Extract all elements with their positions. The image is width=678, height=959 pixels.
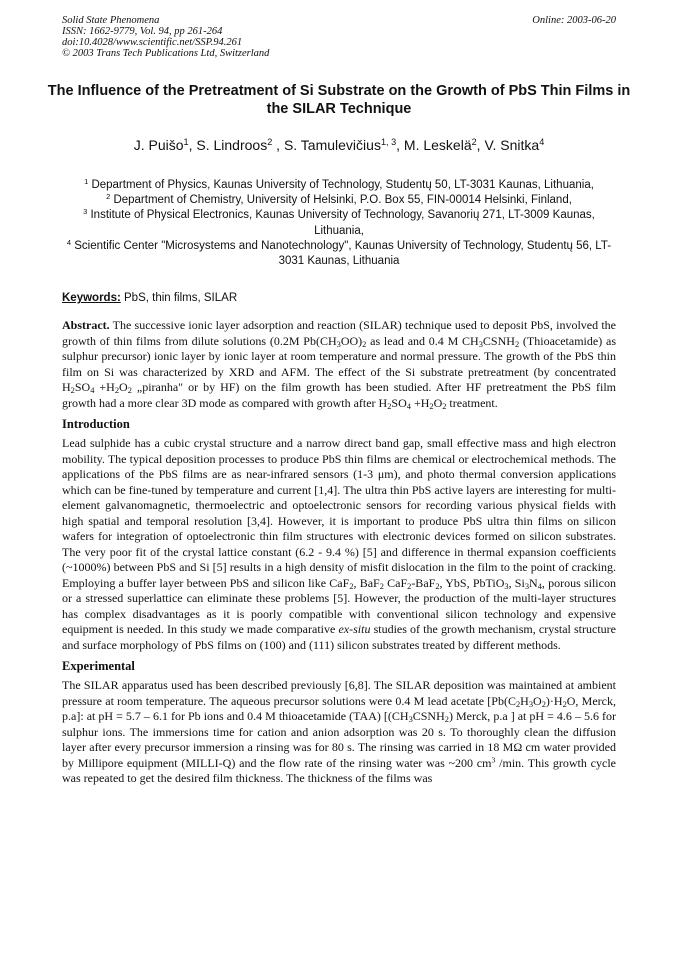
abstract-text: as lead and 0.4 M CH: [366, 333, 479, 348]
subscript: 2: [429, 401, 434, 411]
affiliation: [62, 239, 616, 269]
experimental-text: CSNH: [412, 709, 445, 723]
experimental-text: /min. This growth cycle was repeated to get the desired film thickness. The thickness of the films was: [62, 755, 616, 785]
author-name: S. Lindroos: [196, 137, 268, 153]
abstract-text: OO): [340, 333, 363, 348]
author-name: V. Snitka: [484, 137, 540, 153]
affiliation-number: 2: [106, 192, 111, 202]
author-name: J. Puišo: [133, 137, 184, 153]
introduction-text: -BaF: [411, 575, 436, 590]
subscript: 3: [478, 339, 483, 349]
author-name: S. Tamulevičius: [283, 137, 381, 153]
keywords-label: Keywords:: [62, 292, 121, 304]
affiliation-number: 3: [83, 207, 88, 217]
abstract-text: SO: [391, 395, 407, 410]
introduction-text: studies of the growth mechanism, crystal structure and surface morphology of PbS films on (100) and (111) silicon substrates treated by different methods.: [62, 622, 616, 652]
subscript: 4: [406, 401, 411, 411]
abstract-text: CSNH: [482, 333, 515, 348]
introduction-text: N: [529, 575, 538, 590]
abstract-text: +H: [410, 395, 430, 410]
journal-name: Solid State Phenomena: [62, 15, 160, 26]
subscript: 3: [504, 581, 509, 591]
affiliation: [62, 208, 616, 238]
abstract-text: treatment.: [446, 395, 498, 410]
abstract-text: „piranha" or by HF) on the film growth has been studied. After HF pretreatment the PbS film growth had a more clear 3D mode as compared with growth after H: [62, 380, 617, 410]
abstract-paragraph: [62, 318, 616, 411]
keywords: [62, 291, 616, 306]
affiliation-number: 1: [84, 176, 89, 186]
abstract-text: O: [433, 395, 443, 410]
subscript: 2: [515, 699, 521, 709]
online-date: Online: 2003-06-20: [532, 15, 616, 26]
subscript: 2: [387, 401, 392, 411]
author-list: J. Puišo$^1$, S. Lindroos$^2$ , S. Tamulevičius$^{1, 3}$, M. Leskelä$^2$, V. Snitka$^4$: [133, 137, 545, 153]
subscript: 2: [379, 581, 384, 591]
abstract-text: O: [119, 380, 128, 394]
affiliation-text: Department of Chemistry, University of Helsinki, P.O. Box 55, FIN-00014 Helsinki, Finland,: [113, 194, 572, 207]
introduction-text: , porous silicon or a stressed superlattice can eliminate these problems [5]. However, the production of the multi-layer structures has complex disadvantages as it is poorly compatible with conventional silicon technology and expensive equipment is needed. In this study we made comparative: [62, 575, 616, 636]
experimental-text: O, Merck, p.a]: at pH = 5.7 – 6.1 for Pb ions and 0.4 M thioacetamide (TAA) [(CH: [62, 693, 616, 723]
paper-body: [62, 318, 616, 787]
author-affiliation-mark: 4: [539, 137, 545, 147]
affiliation: [62, 178, 616, 193]
subscript: 4: [537, 581, 542, 591]
superscript: 3: [491, 755, 496, 765]
affiliation-text: Department of Physics, Kaunas University of Technology, Studentų 50, LT-3031 Kaunas, Lithuania,: [91, 179, 594, 191]
experimental-text: ) Merck, p.a ] at pH = 4.6 – 5.6 for sulphur ions. The immersions time for cation and anion adsorption was 20 s. To thoroughly clean the diffusion layer after every precursor immersion a rinsing was for 80 s. The rinsing was carried in 18 MΩ cm water provided by Millipore equipment (MILLI-Q) and the flow rate of the rinsing water was ~200 cm: [62, 709, 616, 770]
subscript: 2: [444, 715, 449, 725]
subscript: 3: [528, 699, 534, 709]
experimental-text: H: [520, 693, 529, 708]
journal-header: [62, 15, 269, 59]
experimental-text: )·H: [545, 693, 563, 708]
journal-doi: doi:10.4028/www.scientific.net/SSP.94.261: [62, 37, 243, 48]
abstract-label: Abstract.: [62, 318, 110, 332]
journal-copyright: © 2003 Trans Tech Publications Ltd, Switzerland: [62, 48, 270, 59]
keywords-text: PbS, thin films, SILAR: [124, 292, 238, 304]
author-affiliation-mark: 1: [183, 137, 189, 147]
paper-title: The Influence of the Pretreatment of Si Substrate on the Growth of PbS Thin Films in the SILAR Technique: [47, 83, 631, 117]
subscript: 2: [541, 699, 546, 709]
experimental-heading: Experimental: [62, 659, 135, 673]
abstract-text: +H: [94, 380, 115, 394]
subscript: 2: [70, 386, 75, 396]
subscript: 2: [562, 699, 567, 709]
subscript: 2: [514, 339, 520, 349]
subscript: 2: [127, 386, 132, 396]
subscript: 2: [442, 401, 447, 411]
subscript: 2: [349, 581, 354, 591]
introduction-text: , BaF: [353, 575, 380, 590]
subscript: 2: [362, 339, 367, 349]
abstract-text: SO: [74, 380, 91, 394]
subscript: 2: [435, 581, 440, 591]
subscript: 2: [407, 581, 412, 591]
introduction-heading: Introduction: [62, 417, 130, 431]
subscript: 3: [336, 339, 341, 349]
experimental-text: O: [533, 693, 542, 708]
affiliation-list: [62, 178, 616, 269]
experimental-text: The SILAR apparatus used has been described previously [6,8]. The SILAR deposition was maintained at ambient pressure at room temperature. The aqueous precursor solutions were 0.4 M lead acetate [Pb(C: [62, 678, 616, 708]
subscript: 3: [524, 581, 530, 591]
affiliation-text: Scientific Center "Microsystems and Nanotechnology", Kaunas University of Technology, Studentų 56, LT-3031 Kaunas, Lithuania: [74, 239, 612, 268]
journal-issn: ISSN: 1662-9779, Vol. 94, pp 261-264: [62, 26, 223, 37]
introduction-text: , Si: [508, 575, 525, 590]
abstract-text: (Thioacetamide) as sulphur precursor) ionic layer by ionic layer at room temperature and normal pressure. The growth of the PbS thin film on Si was characterized by XRD and AFM. The effect of the Si substrate pretreatment (by concentrated H: [62, 333, 616, 394]
author-affiliation-mark: 2: [267, 137, 273, 147]
affiliation: [62, 193, 616, 208]
author-affiliation-mark: 1, 3: [380, 137, 397, 147]
affiliation-number: 4: [66, 237, 72, 247]
subscript: 2: [114, 386, 120, 396]
introduction-text: CaF: [383, 575, 408, 590]
author-affiliation-mark: 2: [471, 137, 477, 147]
introduction-text: , YbS, PbTiO: [439, 575, 505, 590]
affiliation-text: Institute of Physical Electronics, Kaunas University of Technology, Savanorių 271, LT-3009 Kaunas, Lithuania,: [90, 209, 595, 237]
italic-term: ex-situ: [338, 622, 371, 636]
introduction-text: Lead sulphide has a cubic crystal structure and a narrow direct band gap, small effective mass and high electron mobility. The typical deposition processes to produce PbS thin films are chemical or electrochemical methods. The applications of the PbS films are as near-infrared sensors (1-3 μm), and photo thermal conversion applications which can be fine-tuned by temperature and current [1,4]. The ultra thin PbS active layers are interesting for multi-element galvanomagnetic, thermoelectric and optoelectronic sensors for recording various physical fields with high spatial and temporal resolution [3,4]. However, it is important to produce PbS ultra thin films on silicon wafers for integration of optoelectronic thin film structures with electronic devices formed on silicon substrates. The very poor fit of the crystal lattice constant (6.2 - 9.4 %) [5] and difference in thermal expansion coefficients (~1000%) between PbS and Si [5] results in a high density of misfit dislocation in the film to the point of cracking. Employing a buffer layer between PbS and silicon like CaF: [62, 436, 616, 590]
abstract-text: The successive ionic layer adsorption and reaction (SILAR) technique used to deposit PbS, involved the growth of thin films from dilute solutions (0.2M Pb(CH: [62, 318, 616, 348]
subscript: 4: [90, 386, 95, 396]
author-name: M. Leskelä: [403, 137, 472, 153]
experimental-paragraph: [62, 678, 616, 787]
subscript: 3: [408, 715, 413, 725]
introduction-paragraph: [62, 436, 616, 653]
